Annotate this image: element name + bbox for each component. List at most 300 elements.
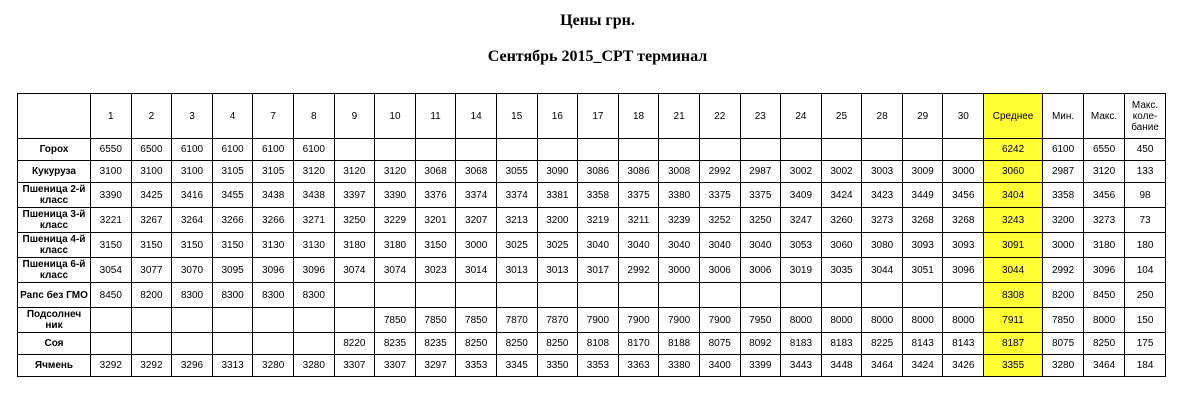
price-cell: 3017 [578, 258, 619, 283]
price-cell: 3267 [131, 208, 172, 233]
price-cell: 8235 [415, 333, 456, 355]
price-cell: 3221 [91, 208, 132, 233]
range-cell: 175 [1125, 333, 1166, 355]
max-cell: 8250 [1084, 333, 1125, 355]
price-cell: 3250 [334, 208, 375, 233]
price-cell: 3055 [496, 161, 537, 183]
price-cell: 3409 [781, 183, 822, 208]
header-day: 28 [862, 94, 903, 139]
price-cell: 3345 [496, 355, 537, 377]
table-row [18, 333, 1166, 355]
price-cell: 7850 [415, 308, 456, 333]
header-corner [18, 94, 91, 139]
price-cell: 3374 [496, 183, 537, 208]
price-cell [578, 283, 619, 308]
price-cell [781, 139, 822, 161]
table-row [18, 183, 1166, 208]
price-cell: 3219 [578, 208, 619, 233]
table-header-row [18, 94, 1166, 139]
price-cell [618, 139, 659, 161]
price-cell: 3207 [456, 208, 497, 233]
price-cell: 8235 [375, 333, 416, 355]
price-cell [212, 333, 253, 355]
price-cell: 8000 [821, 308, 862, 333]
row-label: Рапс без ГМО [18, 283, 91, 308]
price-cell: 6100 [253, 139, 294, 161]
price-cell: 3130 [293, 233, 334, 258]
price-cell: 3019 [781, 258, 822, 283]
min-cell: 2992 [1043, 258, 1084, 283]
price-cell: 3399 [740, 355, 781, 377]
price-cell: 3002 [821, 161, 862, 183]
price-cell: 3201 [415, 208, 456, 233]
price-cell: 3093 [943, 233, 984, 258]
price-cell: 8450 [91, 283, 132, 308]
price-cell: 3074 [334, 258, 375, 283]
average-cell: 3355 [984, 355, 1043, 377]
price-cell: 3374 [456, 183, 497, 208]
price-cell [699, 139, 740, 161]
price-cell: 3375 [740, 183, 781, 208]
min-cell: 3358 [1043, 183, 1084, 208]
price-cell: 3180 [334, 233, 375, 258]
price-cell: 8250 [456, 333, 497, 355]
price-cell: 3003 [862, 161, 903, 183]
price-cell: 8143 [902, 333, 943, 355]
header-day: 25 [821, 94, 862, 139]
average-cell: 3404 [984, 183, 1043, 208]
price-cell [415, 283, 456, 308]
price-cell [375, 139, 416, 161]
header-max-range: Макс. коле- бание [1125, 94, 1166, 139]
price-cell: 3448 [821, 355, 862, 377]
price-cell: 3296 [172, 355, 213, 377]
price-cell: 8183 [821, 333, 862, 355]
price-cell: 3105 [253, 161, 294, 183]
price-cell [943, 139, 984, 161]
price-cell: 8300 [253, 283, 294, 308]
price-cell: 3044 [862, 258, 903, 283]
header-day: 21 [659, 94, 700, 139]
price-cell [172, 333, 213, 355]
header-average: Среднее [984, 94, 1043, 139]
price-cell [699, 283, 740, 308]
header-day: 22 [699, 94, 740, 139]
price-cell [456, 139, 497, 161]
price-cell: 7870 [537, 308, 578, 333]
range-cell: 73 [1125, 208, 1166, 233]
price-cell [740, 283, 781, 308]
price-cell [293, 308, 334, 333]
price-cell [781, 283, 822, 308]
price-cell: 3006 [740, 258, 781, 283]
price-cell: 3443 [781, 355, 822, 377]
header-day: 14 [456, 94, 497, 139]
price-cell: 3292 [131, 355, 172, 377]
price-cell: 3086 [578, 161, 619, 183]
price-cell [862, 283, 903, 308]
price-cell: 3273 [862, 208, 903, 233]
min-cell: 8075 [1043, 333, 1084, 355]
max-cell: 3096 [1084, 258, 1125, 283]
header-day: 3 [172, 94, 213, 139]
price-cell: 3105 [212, 161, 253, 183]
price-cell [902, 139, 943, 161]
price-cell: 3009 [902, 161, 943, 183]
table-row [18, 233, 1166, 258]
price-cell: 3096 [253, 258, 294, 283]
price-cell: 6100 [293, 139, 334, 161]
price-cell: 3375 [618, 183, 659, 208]
price-cell [172, 308, 213, 333]
price-cell [821, 283, 862, 308]
price-cell: 3100 [91, 161, 132, 183]
price-cell [253, 308, 294, 333]
price-cell: 3297 [415, 355, 456, 377]
price-cell: 3363 [618, 355, 659, 377]
price-cell: 3100 [131, 161, 172, 183]
row-label: Подсолнеч ник [18, 308, 91, 333]
price-cell: 3400 [699, 355, 740, 377]
price-cell: 7850 [456, 308, 497, 333]
table-row [18, 283, 1166, 308]
max-cell: 6550 [1084, 139, 1125, 161]
max-cell: 3456 [1084, 183, 1125, 208]
header-day: 30 [943, 94, 984, 139]
min-cell: 3280 [1043, 355, 1084, 377]
row-label: Пшеница 2-й класс [18, 183, 91, 208]
price-cell: 3074 [375, 258, 416, 283]
price-cell: 3375 [699, 183, 740, 208]
price-cell: 3307 [334, 355, 375, 377]
price-cell [131, 308, 172, 333]
price-cell: 3068 [415, 161, 456, 183]
average-cell: 3060 [984, 161, 1043, 183]
range-cell: 150 [1125, 308, 1166, 333]
price-cell: 6550 [91, 139, 132, 161]
price-cell: 3313 [212, 355, 253, 377]
price-cell: 3180 [375, 233, 416, 258]
price-cell: 6100 [212, 139, 253, 161]
price-cell [212, 308, 253, 333]
price-cell [659, 139, 700, 161]
price-cell: 6500 [131, 139, 172, 161]
max-cell: 3120 [1084, 161, 1125, 183]
price-cell: 3376 [415, 183, 456, 208]
price-cell: 3120 [375, 161, 416, 183]
price-cell: 3120 [293, 161, 334, 183]
price-cell: 2992 [618, 258, 659, 283]
price-cell: 3271 [293, 208, 334, 233]
price-cell: 3120 [334, 161, 375, 183]
price-cell: 8300 [172, 283, 213, 308]
price-cell: 3090 [537, 161, 578, 183]
average-cell: 3243 [984, 208, 1043, 233]
price-cell: 3008 [659, 161, 700, 183]
max-cell: 3180 [1084, 233, 1125, 258]
price-cell [415, 139, 456, 161]
header-min: Мин. [1043, 94, 1084, 139]
average-cell: 3044 [984, 258, 1043, 283]
price-cell: 7870 [496, 308, 537, 333]
header-day: 1 [91, 94, 132, 139]
price-cell: 8300 [293, 283, 334, 308]
header-day: 18 [618, 94, 659, 139]
price-cell: 3424 [821, 183, 862, 208]
min-cell: 2987 [1043, 161, 1084, 183]
price-cell: 3150 [212, 233, 253, 258]
price-cell: 8000 [862, 308, 903, 333]
header-day: 10 [375, 94, 416, 139]
price-cell [496, 283, 537, 308]
header-day: 4 [212, 94, 253, 139]
min-cell: 7850 [1043, 308, 1084, 333]
header-day: 29 [902, 94, 943, 139]
header-day: 17 [578, 94, 619, 139]
price-cell: 3358 [578, 183, 619, 208]
price-cell: 3229 [375, 208, 416, 233]
row-label: Пшеница 3-й класс [18, 208, 91, 233]
range-cell: 180 [1125, 233, 1166, 258]
price-cell [862, 139, 903, 161]
price-cell: 3380 [659, 183, 700, 208]
price-cell: 8000 [902, 308, 943, 333]
row-label: Горох [18, 139, 91, 161]
price-cell [537, 283, 578, 308]
price-cell: 3380 [659, 355, 700, 377]
price-cell: 3390 [91, 183, 132, 208]
max-cell: 3273 [1084, 208, 1125, 233]
price-cell: 3416 [172, 183, 213, 208]
price-cell: 3053 [781, 233, 822, 258]
price-cell: 3425 [131, 183, 172, 208]
price-cell: 3213 [496, 208, 537, 233]
price-cell: 3260 [821, 208, 862, 233]
price-cell [293, 333, 334, 355]
price-cell: 7900 [578, 308, 619, 333]
price-cell [821, 139, 862, 161]
price-cell: 3250 [740, 208, 781, 233]
range-cell: 250 [1125, 283, 1166, 308]
price-cell: 3077 [131, 258, 172, 283]
price-cell: 3040 [740, 233, 781, 258]
price-cell: 8092 [740, 333, 781, 355]
price-cell: 3390 [375, 183, 416, 208]
row-label: Кукуруза [18, 161, 91, 183]
price-cell [334, 139, 375, 161]
price-cell: 7900 [659, 308, 700, 333]
price-cell [456, 283, 497, 308]
row-label: Ячмень [18, 355, 91, 377]
price-cell: 3080 [862, 233, 903, 258]
price-cell [375, 283, 416, 308]
price-cell: 3307 [375, 355, 416, 377]
price-cell [659, 283, 700, 308]
price-cell: 8000 [781, 308, 822, 333]
price-table [17, 93, 1166, 377]
max-cell: 8450 [1084, 283, 1125, 308]
max-cell: 3464 [1084, 355, 1125, 377]
price-cell: 3051 [902, 258, 943, 283]
header-max: Макс. [1084, 94, 1125, 139]
price-cell: 3423 [862, 183, 903, 208]
price-cell: 3096 [293, 258, 334, 283]
price-cell: 3438 [293, 183, 334, 208]
price-cell: 7850 [375, 308, 416, 333]
price-cell: 3014 [456, 258, 497, 283]
price-cell: 3397 [334, 183, 375, 208]
price-cell: 3150 [415, 233, 456, 258]
price-cell: 3455 [212, 183, 253, 208]
price-cell: 3449 [902, 183, 943, 208]
range-cell: 98 [1125, 183, 1166, 208]
average-cell: 7911 [984, 308, 1043, 333]
price-cell: 8225 [862, 333, 903, 355]
price-cell: 8250 [496, 333, 537, 355]
price-cell: 7950 [740, 308, 781, 333]
price-cell [496, 139, 537, 161]
price-cell: 3000 [943, 161, 984, 183]
price-cell: 3266 [212, 208, 253, 233]
price-cell: 3266 [253, 208, 294, 233]
price-cell: 3095 [212, 258, 253, 283]
price-cell: 8250 [537, 333, 578, 355]
page-title: Цены грн. [560, 12, 635, 29]
price-cell: 3013 [496, 258, 537, 283]
price-cell: 3353 [456, 355, 497, 377]
price-cell: 3247 [781, 208, 822, 233]
price-cell: 6100 [172, 139, 213, 161]
header-day: 23 [740, 94, 781, 139]
price-cell: 3040 [699, 233, 740, 258]
price-cell: 3426 [943, 355, 984, 377]
min-cell: 8200 [1043, 283, 1084, 308]
price-cell: 8300 [212, 283, 253, 308]
price-cell: 3464 [862, 355, 903, 377]
price-cell: 3239 [659, 208, 700, 233]
price-cell: 3023 [415, 258, 456, 283]
price-cell: 3000 [456, 233, 497, 258]
price-cell: 3424 [902, 355, 943, 377]
price-cell: 3264 [172, 208, 213, 233]
price-cell: 3035 [821, 258, 862, 283]
price-cell: 8200 [131, 283, 172, 308]
header-day: 16 [537, 94, 578, 139]
range-cell: 104 [1125, 258, 1166, 283]
average-cell: 8308 [984, 283, 1043, 308]
range-cell: 133 [1125, 161, 1166, 183]
table-row [18, 161, 1166, 183]
price-cell: 3086 [618, 161, 659, 183]
average-cell: 6242 [984, 139, 1043, 161]
price-cell: 3000 [659, 258, 700, 283]
price-cell: 3068 [456, 161, 497, 183]
price-cell [578, 139, 619, 161]
price-cell: 3040 [659, 233, 700, 258]
average-cell: 3091 [984, 233, 1043, 258]
price-cell: 3200 [537, 208, 578, 233]
price-cell: 8183 [781, 333, 822, 355]
header-day: 8 [293, 94, 334, 139]
price-cell: 3252 [699, 208, 740, 233]
price-cell [91, 333, 132, 355]
min-cell: 3200 [1043, 208, 1084, 233]
table-row [18, 258, 1166, 283]
price-cell: 3013 [537, 258, 578, 283]
table-row [18, 139, 1166, 161]
price-cell: 2992 [699, 161, 740, 183]
price-cell [334, 283, 375, 308]
price-cell: 3438 [253, 183, 294, 208]
range-cell: 450 [1125, 139, 1166, 161]
price-cell: 3456 [943, 183, 984, 208]
price-cell [902, 283, 943, 308]
page-subtitle: Сентябрь 2015_CPT терминал [487, 48, 708, 65]
price-cell [131, 333, 172, 355]
price-cell: 3268 [902, 208, 943, 233]
min-cell: 6100 [1043, 139, 1084, 161]
price-cell: 3040 [578, 233, 619, 258]
price-cell: 3006 [699, 258, 740, 283]
price-cell: 7900 [618, 308, 659, 333]
price-cell [91, 308, 132, 333]
max-cell: 8000 [1084, 308, 1125, 333]
price-cell: 3025 [496, 233, 537, 258]
price-cell: 3150 [172, 233, 213, 258]
average-cell: 8187 [984, 333, 1043, 355]
row-label: Соя [18, 333, 91, 355]
price-cell: 3100 [172, 161, 213, 183]
price-cell: 8188 [659, 333, 700, 355]
price-cell: 3025 [537, 233, 578, 258]
price-cell: 3040 [618, 233, 659, 258]
price-cell [943, 283, 984, 308]
price-cell: 3002 [781, 161, 822, 183]
price-cell: 3292 [91, 355, 132, 377]
price-cell: 3381 [537, 183, 578, 208]
price-cell: 3093 [902, 233, 943, 258]
header-day: 15 [496, 94, 537, 139]
price-cell: 3280 [253, 355, 294, 377]
header-day: 7 [253, 94, 294, 139]
price-cell: 3280 [293, 355, 334, 377]
price-cell: 3268 [943, 208, 984, 233]
header-day: 11 [415, 94, 456, 139]
price-cell [537, 139, 578, 161]
price-cell: 7900 [699, 308, 740, 333]
table-row [18, 208, 1166, 233]
price-cell [253, 333, 294, 355]
price-cell: 8108 [578, 333, 619, 355]
range-cell: 184 [1125, 355, 1166, 377]
price-cell [334, 308, 375, 333]
price-cell: 3130 [253, 233, 294, 258]
price-cell: 3350 [537, 355, 578, 377]
price-cell: 3150 [131, 233, 172, 258]
price-cell: 3096 [943, 258, 984, 283]
header-day: 2 [131, 94, 172, 139]
price-cell: 8143 [943, 333, 984, 355]
price-cell: 3150 [91, 233, 132, 258]
table-row [18, 308, 1166, 333]
row-label: Пшеница 6-й класс [18, 258, 91, 283]
price-cell: 2987 [740, 161, 781, 183]
price-cell: 8170 [618, 333, 659, 355]
header-day: 24 [781, 94, 822, 139]
price-cell: 3060 [821, 233, 862, 258]
header-day: 9 [334, 94, 375, 139]
price-cell: 3211 [618, 208, 659, 233]
